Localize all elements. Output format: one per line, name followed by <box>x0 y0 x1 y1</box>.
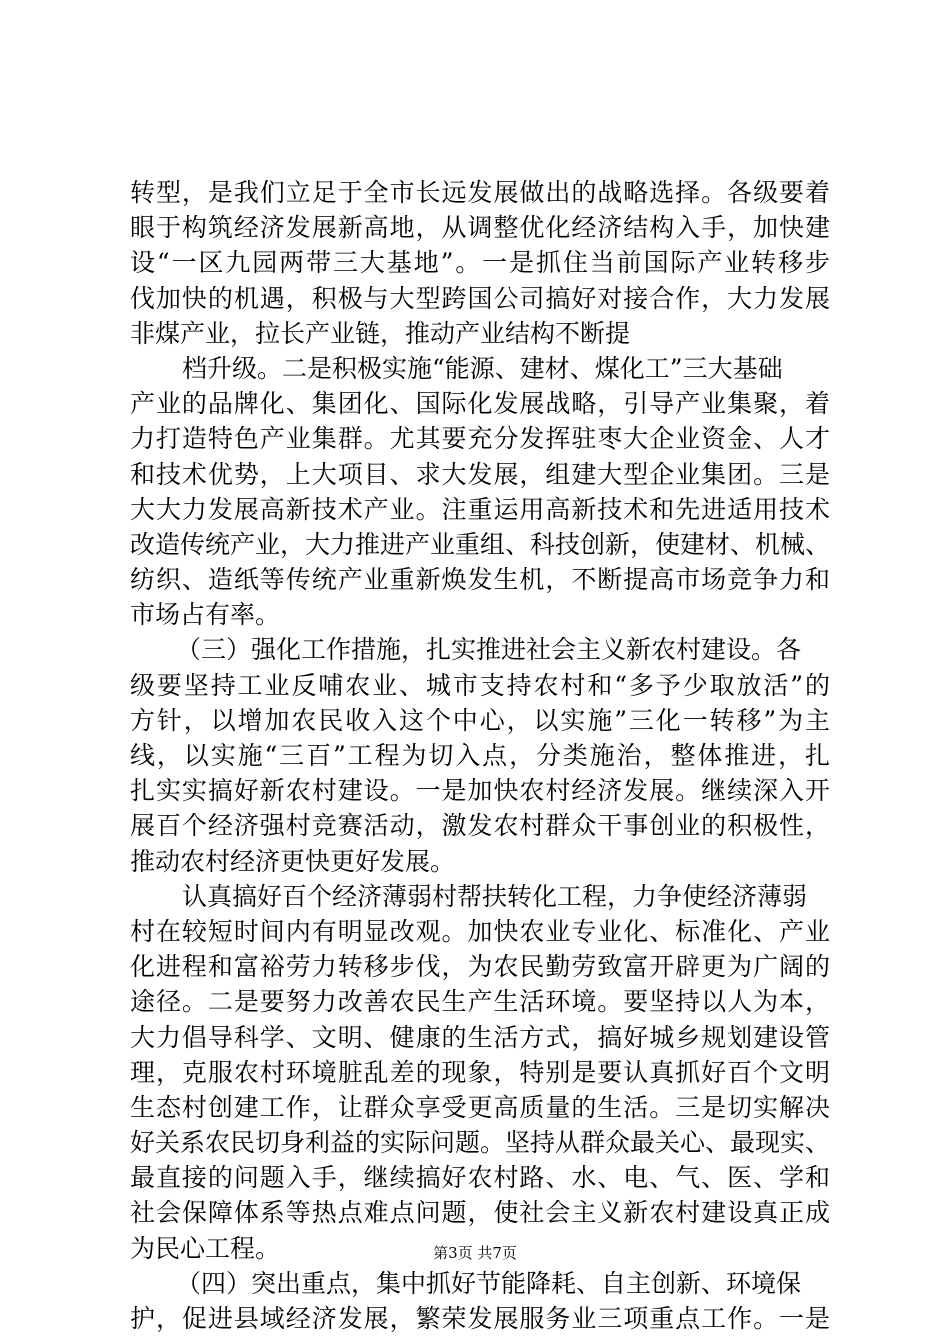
text-line: 展百个经济强村竞赛活动，激发农村群众干事创业的积极性， <box>130 811 830 841</box>
text-line: 非煤产业，拉长产业链，推动产业结构不断提 <box>130 318 631 348</box>
text-line: 护，促进县域经济发展，繁荣发展服务业三项重点工作。一是 <box>130 1304 830 1333</box>
body-text <box>130 175 830 1336</box>
text-line: 好关系农民切身利益的实际问题。坚持从群众最关心、最现实、 <box>130 1128 831 1158</box>
text-line: 转型，是我们立足于全市长远发展做出的战略选择。各级要着 <box>130 178 830 207</box>
text-line: 最直接的问题入手，继续搞好农村路、水、电、气、医、学和 <box>130 1163 830 1193</box>
text-line: 线，以实施“三百”工程为切入点，分类施治，整体推进，扎 <box>130 741 830 770</box>
text-line: 改造传统产业，大力推进产业重组、科技创新，使建材、机械、 <box>130 529 831 559</box>
text-line: 力打造特色产业集群。尤其要充分发挥驻枣大企业资金、人才 <box>130 424 830 454</box>
text-line: 大大力发展高新技术产业。注重运用高新技术和先进适用技术 <box>130 494 830 524</box>
text-line: 设“一区九园两带三大基地”。一是抓住当前国际产业转移步 <box>130 248 830 278</box>
text-line: 理，克服农村环境脏乱差的现象，特别是要认真抓好百个文明 <box>130 1057 830 1087</box>
text-line: 村在较短时间内有明显改观。加快农业专业化、标准化、产业 <box>130 916 830 946</box>
text-line: 扎实实搞好新农村建设。一是加快农村经济发展。继续深入开 <box>130 776 830 806</box>
text-line: 市场占有率。 <box>130 600 281 630</box>
text-line: 社会保障体系等热点难点问题，使社会主义新农村建设真正成 <box>130 1198 830 1228</box>
text-line: （四）突出重点，集中抓好节能降耗、自主创新、环境保 <box>176 1268 802 1298</box>
text-line: 化进程和富裕劳力转移步伐，为农民勤劳致富开辟更为广阔的 <box>130 952 830 982</box>
text-line: 档升级。二是积极实施“能源、建材、煤化工”三大基础 <box>182 353 783 383</box>
text-line: 生态村创建工作，让群众享受更高质量的生活。三是切实解决 <box>130 1092 830 1122</box>
text-line: （三）强化工作措施，扎实推进社会主义新农村建设。各 <box>176 635 802 665</box>
text-line: 推动农村经济更快更好发展。 <box>130 846 456 876</box>
text-line: 产业的品牌化、集团化、国际化发展战略，引导产业集聚，着 <box>130 389 830 419</box>
text-line: 级要坚持工业反哺农业、城市支持农村和“多予少取放活”的 <box>130 670 830 700</box>
text-line: 纺织、造纸等传统产业重新焕发生机，不断提高市场竞争力和 <box>130 565 830 595</box>
text-line: 眼于构筑经济发展新高地，从调整优化经济结构入手，加快建 <box>130 213 830 243</box>
text-line: 伐加快的机遇，积极与大型跨国公司搞好对接合作，大力发展 <box>130 283 830 313</box>
page-number-footer: 第3页 共7页 <box>433 1244 517 1262</box>
text-line: 方针，以增加农民收入这个中心，以实施”三化一转移”为主 <box>130 705 830 735</box>
text-line: 认真搞好百个经济薄弱村帮扶转化工程，力争使经济薄弱 <box>182 881 808 911</box>
text-line: 和技术优势，上大项目、求大发展，组建大型企业集团。三是 <box>130 459 830 489</box>
text-line: 为民心工程。 <box>130 1233 281 1263</box>
text-line: 大力倡导科学、文明、健康的生活方式，搞好城乡规划建设管 <box>130 1022 830 1052</box>
text-line: 途径。二是要努力改善农民生产生活环境。要坚持以人为本， <box>130 987 830 1017</box>
